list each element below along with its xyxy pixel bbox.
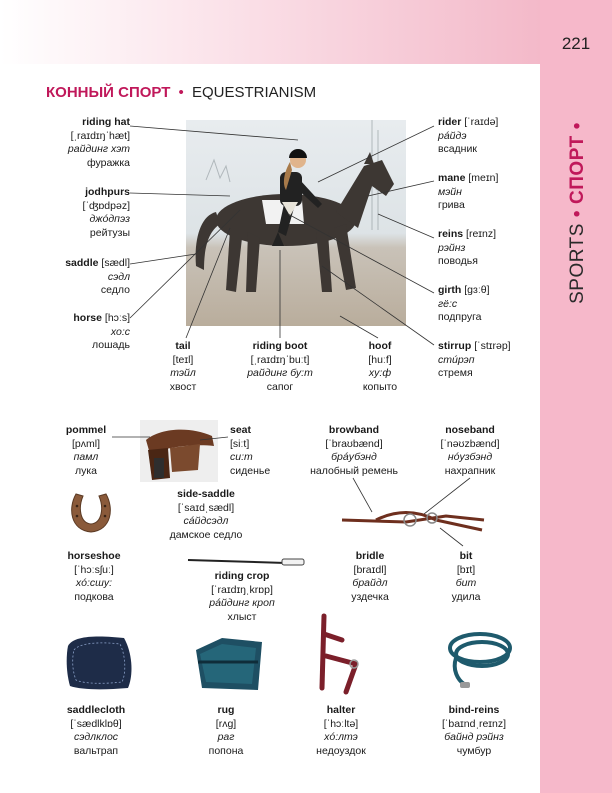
horseshoe-icon <box>68 490 114 536</box>
term-word: rug <box>217 704 235 716</box>
term-translit: брáубэнд <box>331 451 377 463</box>
term-ipa: [ˈbraʊbænd] <box>325 437 383 450</box>
term-word: rider <box>438 116 462 128</box>
title-dot: • <box>178 84 184 101</box>
term-word: seat <box>230 424 252 436</box>
term-word: horse <box>73 312 102 324</box>
term-ipa: [ˈstɪrəp] <box>474 340 511 352</box>
term-ru: поводья <box>438 255 478 267</box>
term-ipa: [rʌg] <box>215 717 237 730</box>
term-saddlecloth <box>67 704 125 758</box>
term-ipa: [ˈraɪdɪŋˌkrɒp] <box>211 583 273 596</box>
term-word: hoof <box>368 340 392 352</box>
term-ipa: [meɪn] <box>468 172 499 184</box>
term-ipa: [siːt] <box>230 437 250 450</box>
term-ipa: [bɪt] <box>456 563 476 576</box>
term-side-saddle <box>170 488 243 542</box>
riding-crop-picture <box>186 554 306 568</box>
term-word: saddlecloth <box>66 704 126 716</box>
term-translit: тэйл <box>170 367 196 379</box>
term-ru: седло <box>100 284 130 296</box>
term-bit <box>452 550 481 604</box>
term-bridle <box>351 550 389 604</box>
title-ru: КОННЫЙ СПОРТ <box>46 84 171 101</box>
saddlecloth-picture <box>64 632 134 692</box>
term-ru: хвост <box>169 380 197 393</box>
term-ru: попона <box>208 744 244 757</box>
term-word: girth <box>438 284 462 296</box>
term-ipa: [braɪdl] <box>353 563 387 576</box>
halter-image <box>316 612 366 696</box>
term-ru: лошадь <box>92 339 130 351</box>
term-word: halter <box>326 704 356 716</box>
rug-picture <box>192 632 266 694</box>
term-translit: мэйн <box>438 185 462 198</box>
term-ru: удила <box>451 590 481 603</box>
term-word: bit <box>459 550 473 562</box>
term-halter <box>316 704 366 758</box>
term-word: browband <box>328 424 380 436</box>
horseshoe-picture <box>68 490 114 536</box>
term-ru: всадник <box>438 143 477 155</box>
term-ru: чумбур <box>456 744 492 757</box>
term-ipa: [reɪnz] <box>466 228 497 240</box>
term-seat <box>230 424 270 478</box>
term-ipa: [ˈraɪdə] <box>464 116 499 128</box>
term-word: jodhpurs <box>85 186 130 198</box>
term-translit: сэдлклос <box>73 731 119 743</box>
term-ru: хлыст <box>227 610 257 623</box>
term-ru: лука <box>74 464 98 477</box>
term-translit: ху:ф <box>368 367 392 379</box>
term-horseshoe <box>67 550 120 604</box>
term-translit: рáйдинг кроп <box>209 597 275 609</box>
term-ipa: [ˈsaɪdˌsædl] <box>177 501 235 514</box>
term-ru: налобный ремень <box>310 464 398 477</box>
term-translit: байнд рэйнз <box>444 731 504 743</box>
term-browband <box>310 424 398 478</box>
term-word: mane <box>438 172 466 184</box>
term-translit: рáйдэ <box>438 129 467 142</box>
term-translit: раг <box>217 731 235 743</box>
term-ipa: [pʌml] <box>71 437 101 450</box>
term-translit: брайдл <box>352 577 388 589</box>
term-rug <box>209 704 244 758</box>
side-title-dot-2: • <box>567 122 588 130</box>
term-translit: хó:лтэ <box>324 731 358 743</box>
term-translit: хó:сшу: <box>75 577 113 589</box>
term-ru: сапог <box>266 380 294 393</box>
term-translit: хо:с <box>110 325 130 338</box>
term-word: reins <box>438 228 464 240</box>
term-ru: уздечка <box>351 590 389 603</box>
term-ipa: [ˈhɔːltə] <box>323 717 359 730</box>
term-ru: нахрапник <box>444 464 496 477</box>
term-word: riding hat <box>82 116 130 128</box>
term-ru: дамское седло <box>169 528 243 541</box>
term-word: riding crop <box>214 570 270 582</box>
halter-picture <box>316 612 366 696</box>
side-title-ru: СПОРТ <box>567 135 588 204</box>
term-translit: нóузбэнд <box>447 451 493 463</box>
term-ru: вальтрап <box>73 744 119 757</box>
term-ru: грива <box>438 199 465 211</box>
term-ru: сиденье <box>230 464 271 477</box>
term-word: bind-reins <box>448 704 500 716</box>
term-riding-crop <box>209 570 274 624</box>
riding-crop-image <box>186 554 306 568</box>
title-en: EQUESTRIANISM <box>191 84 317 101</box>
term-ru: копыто <box>362 380 398 393</box>
side-title-en: SPORTS <box>567 223 588 304</box>
bridle-picture <box>336 490 486 540</box>
term-ipa: [ˈhɔːsʃuː] <box>74 563 114 576</box>
term-word: side-saddle <box>177 488 235 500</box>
term-ru: рейтузы <box>89 226 130 239</box>
term-ipa: [huːf] <box>368 353 392 366</box>
term-word: pommel <box>65 424 107 436</box>
term-translit: райдинг бу:т <box>247 367 313 379</box>
term-translit: гё:с <box>438 297 458 310</box>
term-ru: стремя <box>438 367 473 379</box>
term-word: tail <box>175 340 191 352</box>
term-translit: рэйнз <box>438 241 466 254</box>
term-word: stirrup <box>438 340 472 352</box>
saddlecloth-image <box>64 632 134 692</box>
page-number: 221 <box>561 34 591 53</box>
term-word: noseband <box>445 424 495 436</box>
term-translit: сэдл <box>107 270 130 283</box>
term-word: bridle <box>355 550 385 562</box>
term-ipa: [hɔːs] <box>104 312 130 324</box>
term-pommel <box>66 424 106 478</box>
term-ipa: [gɜːθ] <box>464 284 490 296</box>
term-translit: сáйдсэдл <box>183 515 229 527</box>
term-ipa: [ˈbaɪndˌreɪnz] <box>441 717 507 730</box>
term-ipa: [ˈsædlklɒθ] <box>70 717 122 730</box>
term-ru: подпруга <box>438 311 482 323</box>
term-translit: райдинг хэт <box>67 143 130 155</box>
term-translit: джóдпэз <box>89 213 130 225</box>
term-ipa: [teɪl] <box>172 353 194 366</box>
bridle-image <box>336 490 486 540</box>
term-bind-reins <box>442 704 506 758</box>
term-translit: бит <box>455 577 477 589</box>
term-translit: памл <box>73 451 99 463</box>
term-ipa: [ˌraɪdɪŋˈbuːt] <box>250 353 310 366</box>
term-word: horseshoe <box>67 550 121 562</box>
bind-reins-image <box>444 624 516 694</box>
term-ipa: [ˌraɪdɪŋˈhæt] <box>70 129 130 142</box>
term-ru: подкова <box>74 590 114 603</box>
bind-reins-picture <box>444 624 516 694</box>
term-word: saddle <box>65 257 99 269</box>
term-ipa: [sædl] <box>101 257 130 269</box>
term-translit: си:т <box>230 451 253 463</box>
term-ru: недоуздок <box>316 744 366 757</box>
term-noseband <box>440 424 499 478</box>
term-ipa: [ˈʤɒdpəz] <box>82 199 130 212</box>
side-title-dot: • <box>567 209 588 218</box>
rug-image <box>192 632 266 694</box>
term-word: riding boot <box>252 340 308 352</box>
term-ipa: [ˈnəʊzbænd] <box>440 437 500 450</box>
term-translit: стúрэп <box>438 353 475 366</box>
term-ru: фуражка <box>86 156 130 169</box>
